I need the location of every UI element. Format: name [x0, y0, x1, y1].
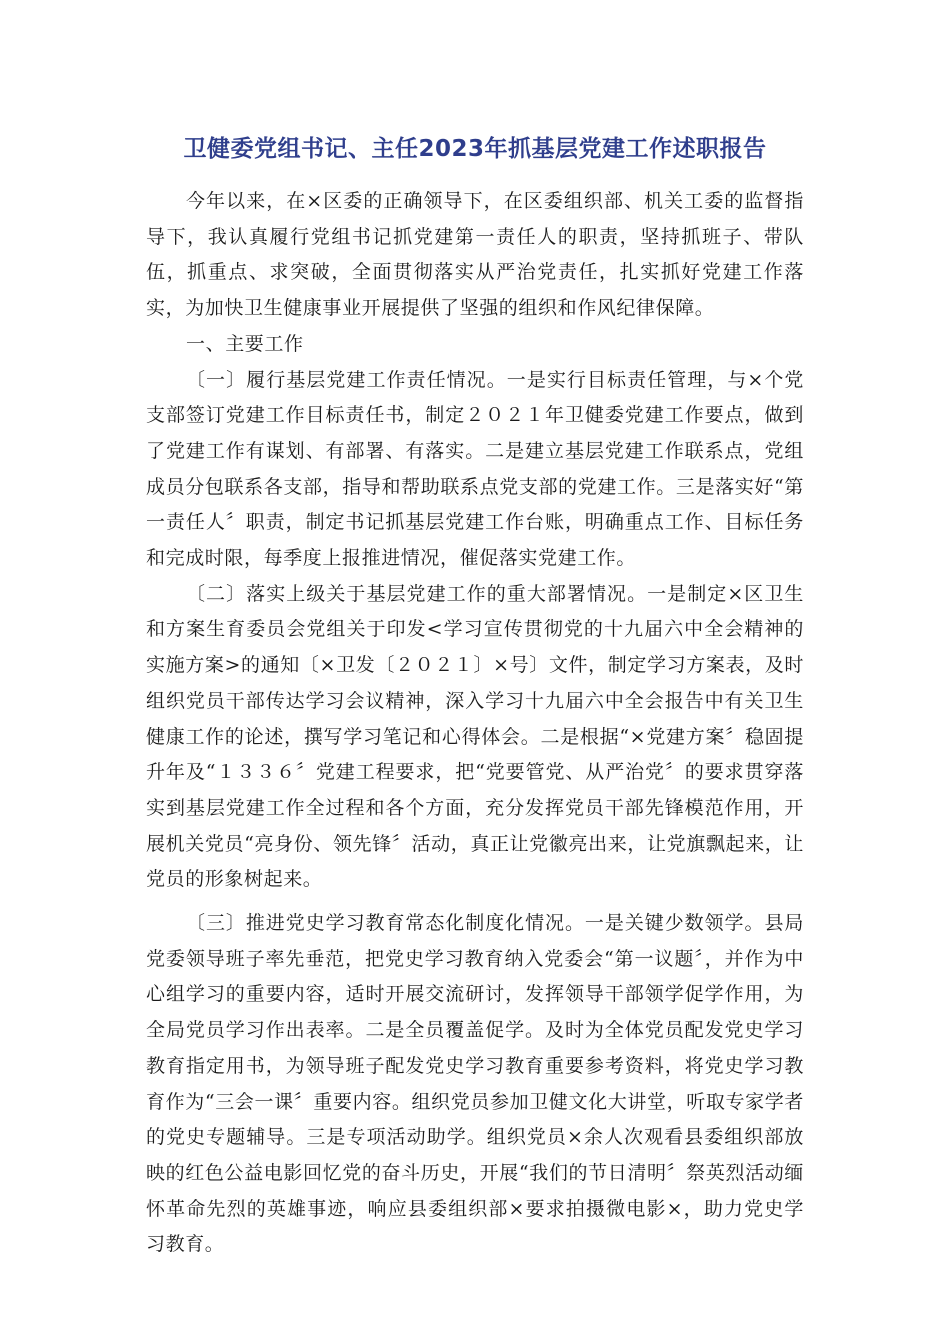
intro-paragraph: 今年以来，在×区委的正确领导下，在区委组织部、机关工委的监督指导下，我认真履行党组书记抓党建第一责任人的职责，坚持抓班子、带队伍，抓重点、求突破，全面贯彻落实从严治党责任，扎实抓好党建工作落实，为加快卫生健康事业开展提供了坚强的组织和作风纪律保障。 [146, 190, 804, 320]
section-heading-main-work: 一、主要工作 [186, 332, 304, 355]
document-title: 卫健委党组书记、主任2023年抓基层党建工作述职报告 [183, 136, 767, 162]
document-body [146, 184, 804, 1263]
paragraph-item-3: 〔三〕推进党史学习教育常态化制度化情况。一是关键少数领学。县局党委领导班子率先垂范，把党史学习教育纳入党委会“第一议题〞，并作为中心组学习的重要内容，适时开展交流研讨，发挥领导干部领学促学作用，为全局党员学习作出表率。二是全员覆盖促学。及时为全体党员配发党史学习教育指定用书，为领导班子配发党史学习教育重要参考资料，将党史学习教育作为“三会一课〞重要内容。组织党员参加卫健文化大讲堂，听取专家学者的党史专题辅导。三是专项活动助学。组织党员×余人次观看县委组织部放映的红色公益电影回忆党的奋斗历史，开展“我们的节日清明〞祭英烈活动缅怀革命先烈的英雄事迹，响应县委组织部×要求拍摄微电影×，助力党史学习教育。 [146, 912, 804, 1256]
paragraph-item-1: 〔一〕履行基层党建工作责任情况。一是实行目标责任管理，与×个党支部签订党建工作目标责任书，制定２０２１年卫健委党建工作要点，做到了党建工作有谋划、有部署、有落实。二是建立基层党建工作联系点，党组成员分包联系各支部，指导和帮助联系点党支部的党建工作。三是落实好“第一责任人〞职责，制定书记抓基层党建工作台账，明确重点工作、目标任务和完成时限，每季度上报推进情况，催促落实党建工作。 [146, 368, 804, 570]
paragraph-item-2: 〔二〕落实上级关于基层党建工作的重大部署情况。一是制定×区卫生和方案生育委员会党组关于印发<学习宣传贯彻党的十九届六中全会精神的实施方案>的通知〔×卫发〔２０２１〕×号〕文件，制定学习方案表，及时组织党员干部传达学习会议精神，深入学习十九届六中全会报告中有关卫生健康工作的论述，撰写学习笔记和心得体会。二是根据“×党建方案〞稳固提升年及“１３３６〞党建工程要求，把“党要管党、从严治党〞的要求贯穿落实到基层党建工作全过程和各个方面，充分发挥党员干部先锋模范作用，开展机关党员“亮身份、领先锋〞活动，真正让党徽亮出来，让党旗飘起来，让党员的形象树起来。 [146, 582, 804, 891]
